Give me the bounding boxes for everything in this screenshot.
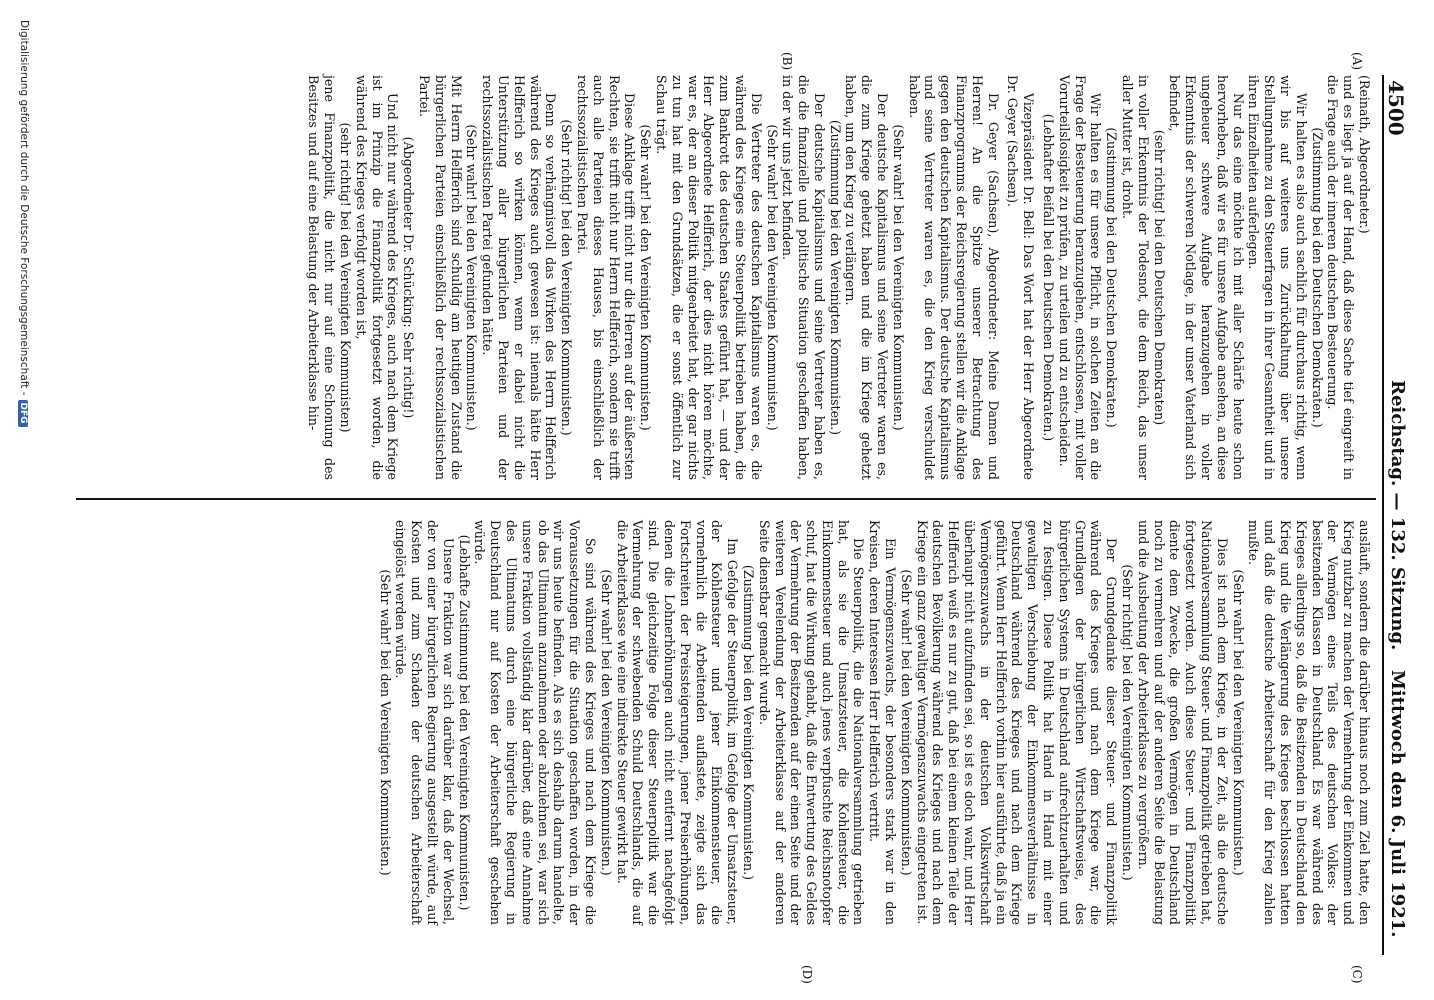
- digitization-footer: [18, 20, 30, 980]
- header-rule: [1382, 75, 1384, 955]
- text-paragraph: Der deutsche Kapitalismus und seine Vertreter haben es, die die finanzielle und politische Situation geschaffen haben, in der wir uns jetzt befinden.: [780, 75, 827, 480]
- text-paragraph: Der deutsche Kapitalismus und seine Vertreter waren es, die zum Kriege gehetzt haben und die im Kriege gehetzt haben, um den Krieg zu verlängern.: [843, 75, 891, 480]
- text-paragraph: (Reinath, Abgeordneter.): [1357, 75, 1372, 234]
- text-paragraph: Dies ist nach dem Kriege, in der Zeit, als die deutsche Nationalversammlung Steuer- und Finanzpolitik getrieben hat, fortgesetzt worden. Auch diese Steuer- und Finanzpolitik diente dem Zwecke, die großen Vermögen in Deutschland noch zu vermehren und auf der anderen Seite die Belastung und die Ausbeutung der Arbeiterklasse zu vergrößern.: [1135, 520, 1230, 925]
- text-paragraph: Wir halten es also auch sachlich für durchaus richtig, wenn wir bis auf weiteres uns Zurückhaltung über unsere Stellungnahme zu den Steuerfragen in ihrer Gesamtheit und in ihren Einzelheiten auferlegen.: [1246, 75, 1309, 480]
- interjection-line: (Sehr wahr! bei den Vereinigten Kommunisten.): [890, 124, 906, 431]
- column-divider: [76, 498, 1376, 500]
- text-paragraph: Vizepräsident Dr. Bell: Das Wort hat der Herr Abgeordnete Dr. Geyer (Sachsen).: [1005, 75, 1037, 480]
- interjection-line: (Sehr wahr! bei den Vereinigten Kommunisten.): [377, 569, 393, 876]
- interjection-line: (Sehr richtig! bei den Vereinigten Kommunisten.): [1120, 564, 1136, 881]
- interjection-line: (Abgeordneter Dr. Schücking: Sehr richtig!): [401, 136, 417, 419]
- text-paragraph: Diese Anklage trifft nicht nur die Herren auf der äußersten Rechten, sie trifft nicht nur Herrn Helfferich, sondern sie trifft auch alle Parteien dieses Hauses, bis einschließlich der rechtssozialistischen Partei.: [574, 75, 638, 480]
- text-paragraph: So sind während des Krieges und nach dem Kriege die Voraussetzungen für die Situation geschaffen worden, in der wir uns heute befinden. Als es sich deshalb darum handelte, ob das Ultimatum anzunehmen oder abzulehnen sei, war sich unsere Fraktion vollständig klar darüber, daß eine Annahme des Ultimatums durch eine bürgerliche Regierung in Deutschland nur auf Kosten der Arbeiterschaft geschehen würde.: [472, 520, 598, 925]
- text-paragraph: Im Gefolge der Steuerpolitik, im Gefolge der Umsatzsteuer, der Kohlensteuer und jener Einkommensteuer, die vornehmlich die Arbeitenden auflastete, zeigte sich das Fortschreiten der Preissteigerungen, jener Preiserhöhungen, denen die Lohnerhöhungen auch nicht entfernt nachgefolgt sind. Die gleichzeitige Folge dieser Steuerpolitik war die Vermehrung der schwebenden Schuld Deutschlands, die auf die Arbeiterklasse wie eine indirekte Steuer gewirkt hat.: [614, 520, 741, 925]
- dfg-logo-badge: DFG: [18, 400, 28, 427]
- text-paragraph: ausläuft, sondern die darüber hinaus noch zum Ziel hatte, den Krieg nutzbar zu machen der Vermehrung der Einkommen und der Vermögen eines Teils des deutschen Volkes: der besitzenden Klassen in Deutschland. Es war während des Krieges allerdings so, daß die Besitzenden in Deutschland den Krieg und die Verlängerung des Krieges beschlossen hatten und daß die deutsche Arbeiterschaft für den Krieg zahlen mußte.: [1246, 520, 1372, 925]
- text-paragraph: jene Finanzpolitik, die nicht nur auf eine Schonung des Besitzes und auf eine Belastung der Arbeiterklasse hin-: [306, 75, 338, 480]
- text-paragraph: Ein Vermögenszuwachs, der besonders stark war in den Kreisen, deren Interessen Herr Helfferich vertritt.: [867, 520, 899, 925]
- right-text-column: [377, 520, 1372, 925]
- header-date: Mittwoch den 6. Juli 1921.: [1387, 670, 1408, 938]
- interjection-line: (Zustimmung bei den Deutschen Demokraten.): [1309, 127, 1325, 428]
- left-text-column: [306, 75, 1372, 480]
- interjection-line: (Sehr wahr! bei den Vereinigten Kommunisten.): [898, 569, 914, 876]
- text-paragraph: Die Steuerpolitik, die die Nationalversammlung getrieben hat, als sie die Umsatzsteuer, die Kohlensteuer, die Einkommensteuer und auch jenes verpfuschte Reichsnotopfer schuf, hat die Wirkung gehabt, daß die Entwertung des Geldes der Vermehrung der Besitzenden auf der einen Seite und der weiteren Verelendung der Arbeiterklasse auf der anderen Seite dienstbar gemacht wurde.: [756, 520, 867, 925]
- interjection-line: (Zustimmung bei den Deutschen Demokraten.): [1104, 127, 1120, 428]
- interjection-line: (Lebhafte Zustimmung bei den Vereinigten Kommunisten.): [456, 534, 472, 911]
- header-session-title: Reichstag. — 132. Sitzung.: [1387, 380, 1408, 651]
- interjection-line: (Sehr wahr! bei den Vereinigten Kommunisten.): [638, 124, 654, 431]
- interjection-line: (Sehr wahr! bei den Vereinigten Kommunisten.): [1230, 569, 1246, 876]
- text-paragraph: Denn so verhängnisvoll das Wirken des Herrn Helfferich während des Krieges auch gewesen ist: niemals hätte Herr Helfferich so wirken können, wenn er dabei nicht die Unterstützung aller bürgerlichen Parteien und der rechtssozialistischen Partei gefunden hätte.: [480, 75, 559, 480]
- interjection-line: (Sehr wahr! bei den Vereinigten Kommunisten.): [464, 124, 480, 431]
- text-paragraph: und es liegt ja auf der Hand, daß diese Sache tief eingreift in die Frage auch der inneren deutschen Besteuerung.: [1325, 75, 1357, 480]
- text-paragraph: Nur das eine möchte ich mit aller Schärfe heute schon hervorheben, daß wir es für unsere Aufgabe ansehen, an diese ungeheuer schwere Aufgabe heranzugehen in voller Erkenntnis der schweren Notlage, in der unser Vaterland sich befindet,: [1167, 75, 1246, 480]
- interjection-line: (Zustimmung bei den Vereinigten Kommunisten.): [827, 119, 843, 436]
- text-paragraph: Die Vertreter des deutschen Kapitalismus waren es, die während des Krieges eine Steuerpolitik betrieben haben, die zum Bankrott des deutschen Staates geführt hat, — und der Herr Abgeordnete Helfferich, der dies nicht hören möchte, war es, der an dieser Politik mitgearbeitet hat, der gar nichts zu tun hat mit den Grundsätzen, die er sonst öffentlich zur Schau trägt.: [653, 75, 764, 480]
- margin-marker-c: (C): [1350, 965, 1364, 984]
- text-paragraph: Unsere Fraktion war sich darüber klar, daß der Wechsel, der von einer bürgerlichen Regierung ausgestellt würde, auf Kosten und zum Schaden der deutschen Arbeiterschaft eingelöst werden würde.: [393, 520, 456, 925]
- text-paragraph: Mit Herrn Helfferich sind schuldig am heutigen Zustand die bürgerlichen Parteien einschließlich der rechtssozialistischen Partei.: [416, 75, 464, 480]
- text-paragraph: in voller Erkenntnis der Todesnot, die dem Reich, das unser aller Mutter ist, droht.: [1120, 75, 1151, 480]
- text-paragraph: Dr. Geyer (Sachsen), Abgeordneter: Meine Damen und Herren! An die Spitze unserer Betrachtung des Finanzprogramms der Reichsregierung stellen wir die Anklage gegen den deutschen Kapitalismus. Der deutsche Kapitalismus und seine Vertreter waren es, die den Krieg verschuldet haben.: [906, 75, 1001, 480]
- footer-text: Digitalisierung gefördert durch die Deutsche Forschungsgemeinschaft -: [18, 20, 30, 396]
- text-paragraph: Und nicht nur während des Krieges, auch nach dem Kriege ist im Prinzip die Finanzpolitik fortgesetzt worden, die während des Krieges verfolgt worden ist,: [353, 75, 401, 480]
- text-paragraph: Wir halten es für unsere Pflicht, in solchen Zeiten an die Frage der Besteuerung heranzugehen, entschlossen, mit voller Vorurteilslosigkeit zu prüfen, zu urteilen und zu entscheiden.: [1056, 75, 1104, 480]
- page-number: 4500: [1384, 80, 1408, 136]
- interjection-line: (Sehr wahr! bei den Vereinigten Kommunisten.): [598, 569, 614, 876]
- interjection-line: (Zustimmung bei den Vereinigten Kommunisten.): [740, 564, 756, 881]
- margin-marker-d: (D): [800, 965, 814, 984]
- interjection-line: (Sehr wahr! bei den Vereinigten Kommunisten.): [764, 124, 780, 431]
- interjection-line: (sehr richtig! bei den Deutschen Demokraten): [1151, 129, 1167, 426]
- interjection-line: (sehr richtig! bei den Vereinigten Kommunisten): [338, 122, 353, 433]
- margin-marker-b: (B): [780, 52, 794, 71]
- margin-marker-a: (A): [1350, 52, 1364, 71]
- interjection-line: (Sehr richtig! bei den Vereinigten Kommunisten.): [559, 119, 575, 436]
- interjection-line: (Lebhafter Beifall bei den Deutschen Demokraten.): [1041, 113, 1057, 442]
- text-paragraph: Der Grundgedanke dieser Steuer- und Finanzpolitik während des Krieges und nach dem Kriege war, die Grundlagen der bürgerlichen Wirtschaftsweise, des bürgerlichen Systems in Deutschland aufrechtzuerhalten und zu festigen. Diese Politik hat Hand in Hand mit einer gewaltigen Verschiebung der Einkommensverhältnisse in Deutschland während des Krieges und nach dem Kriege geführt. Wenn Herr Helfferich vorhin hier ausführte, daß ja ein Vermögenszuwachs in der deutschen Volkswirtschaft überhaupt nicht aufzufinden sei, so ist es doch wahr, und Herr Helfferich weiß es nur zu gut, daß bei einem kleinen Teile der deutschen Bevölkerung während des Krieges und nach dem Kriege ein ganz gewaltiger Vermögenszuwachs eingetreten ist.: [914, 520, 1120, 925]
